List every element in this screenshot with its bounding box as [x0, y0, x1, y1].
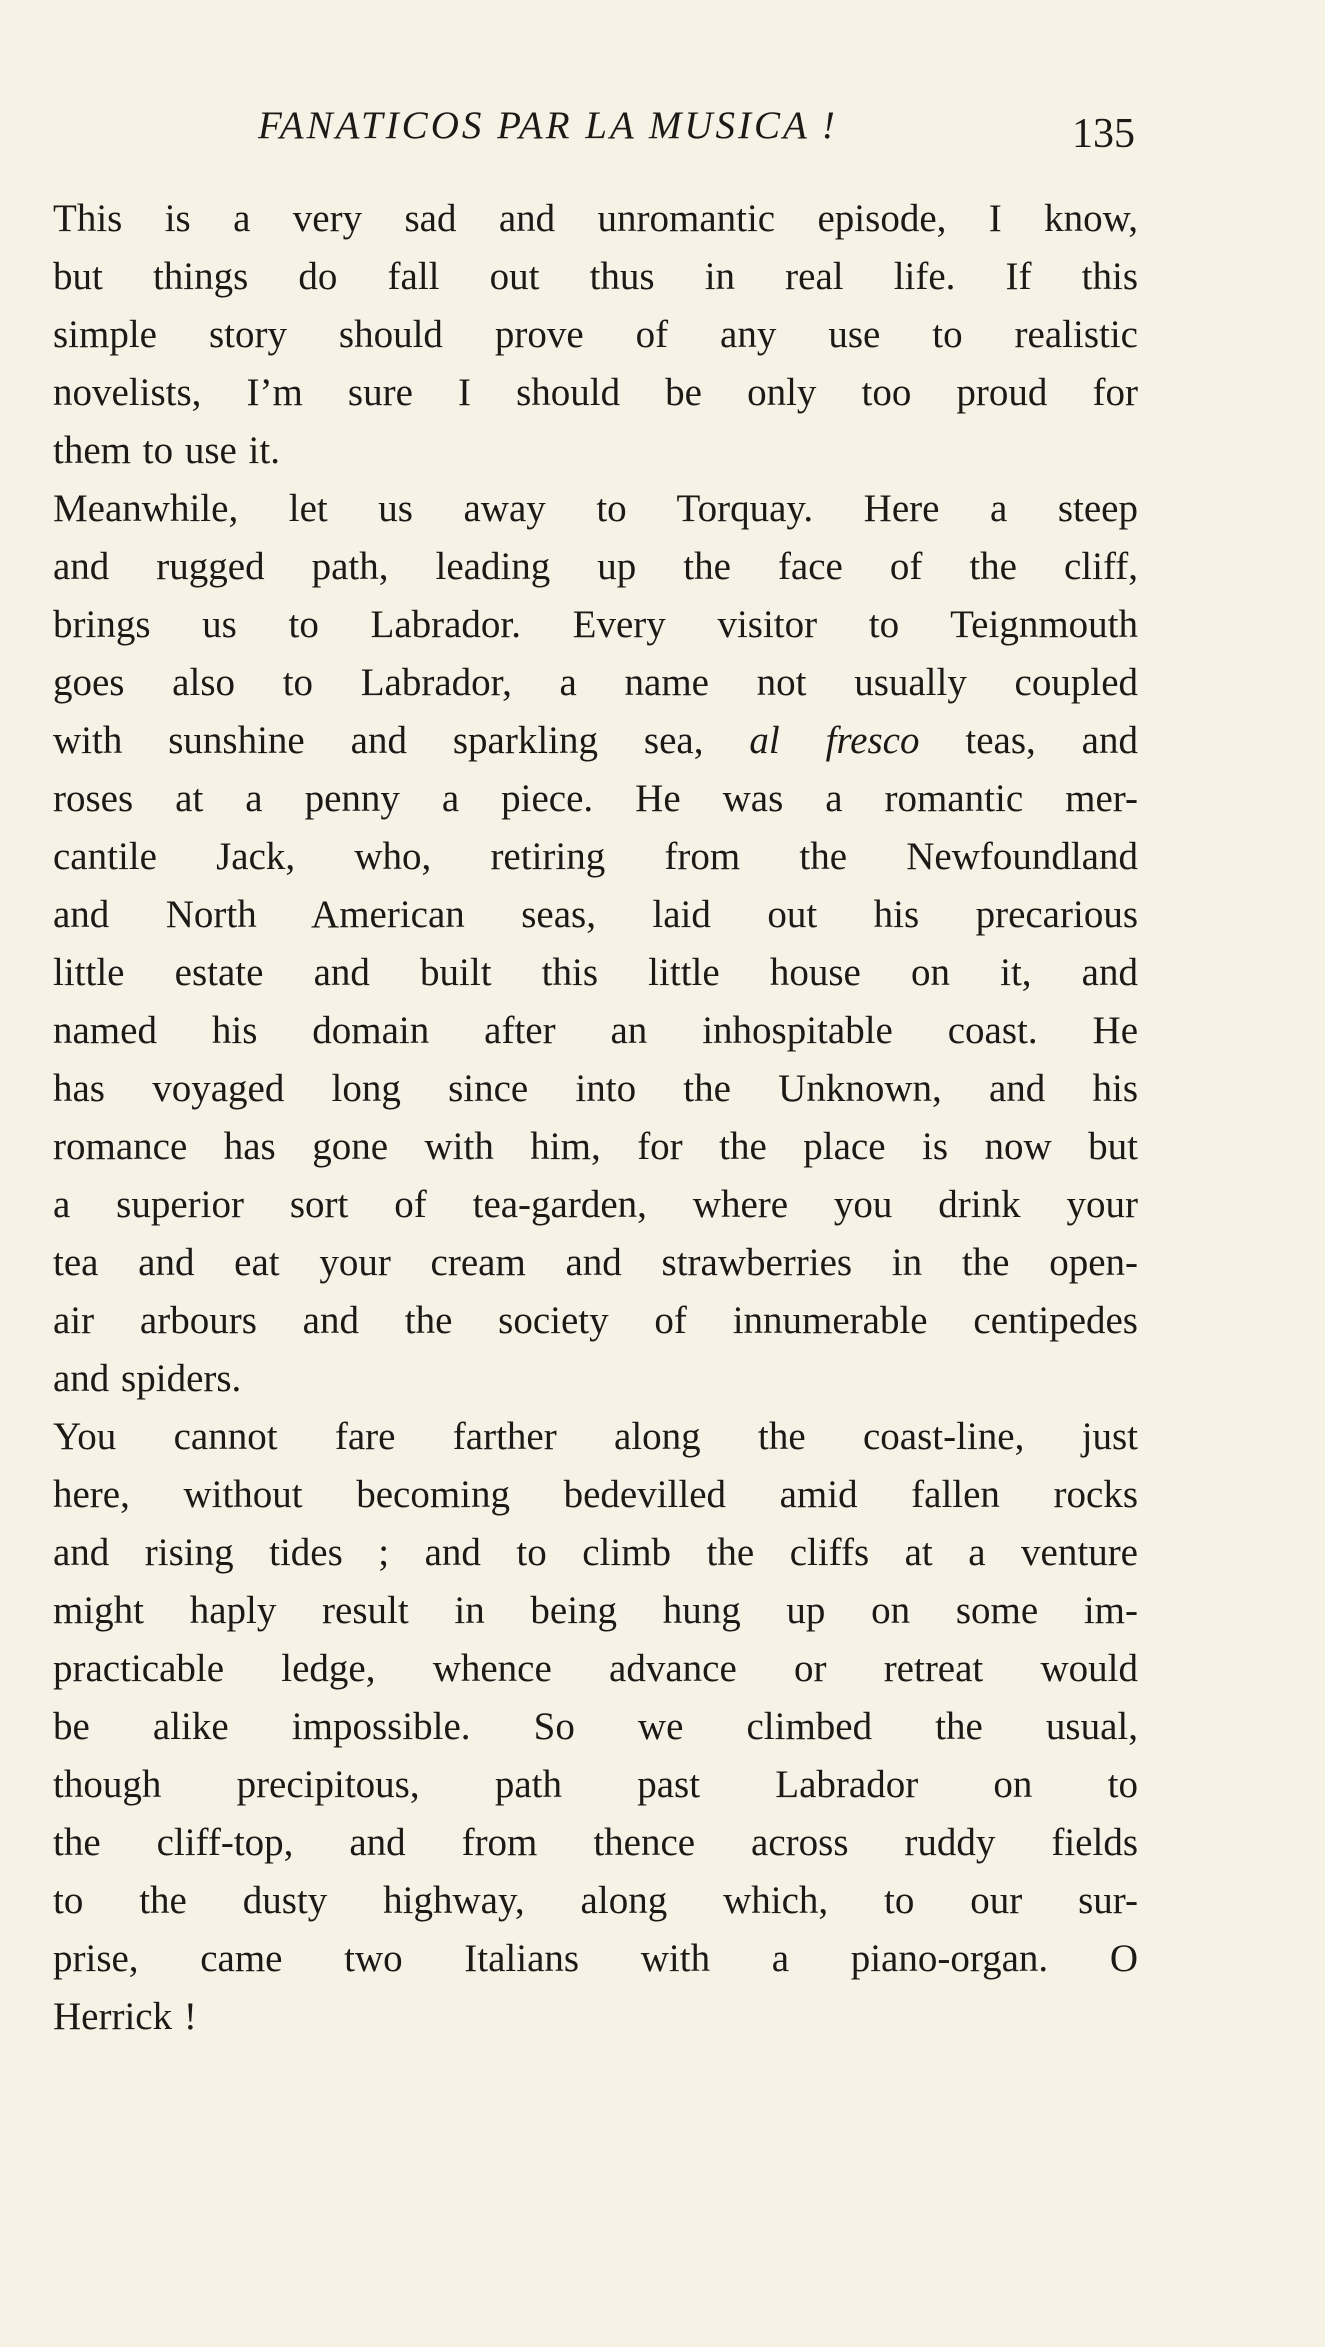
- paragraph-3: [53, 1408, 1138, 2046]
- text-segment: teas, and: [965, 719, 1138, 762]
- text-line: has voyaged long since into the Unknown, and his: [53, 1067, 1138, 1110]
- text-line: This is a very sad and unromantic episode, I know,: [53, 197, 1138, 240]
- text-line: a superior sort of tea-garden, where you drink your: [53, 1183, 1138, 1226]
- text-line: You cannot fare farther along the coast-line, just: [53, 1415, 1138, 1458]
- text-line: goes also to Labrador, a name not usually coupled: [53, 661, 1138, 704]
- text-line: tea and eat your cream and strawberries in the open-: [53, 1241, 1138, 1284]
- text-line: practicable ledge, whence advance or retreat would: [53, 1647, 1138, 1690]
- text-line: but things do fall out thus in real life. If this: [53, 255, 1138, 298]
- paragraph-1: [53, 190, 1138, 480]
- text-line: brings us to Labrador. Every visitor to Teignmouth: [53, 603, 1138, 646]
- text-line-with-italic: [53, 712, 1138, 770]
- text-line: Herrick !: [53, 1995, 197, 2038]
- text-line: prise, came two Italians with a piano-organ. O: [53, 1937, 1138, 1980]
- text-line: novelists, I’m sure I should be only too proud for: [53, 371, 1138, 414]
- running-head: [0, 96, 1325, 156]
- text-line: cantile Jack, who, retiring from the Newfoundland: [53, 835, 1138, 878]
- text-segment: with sunshine and sparkling sea,: [53, 719, 704, 762]
- text-line: might haply result in being hung up on some im-: [53, 1589, 1138, 1632]
- body-text: [53, 190, 1138, 2046]
- page-number: 135: [1072, 111, 1135, 157]
- text-line: and North American seas, laid out his precarious: [53, 893, 1138, 936]
- text-line: though precipitous, path past Labrador on to: [53, 1763, 1138, 1806]
- text-line: them to use it.: [53, 429, 280, 472]
- text-line: Meanwhile, let us away to Torquay. Here a steep: [53, 487, 1138, 530]
- text-line: and rising tides ; and to climb the cliffs at a venture: [53, 1531, 1138, 1574]
- text-line: here, without becoming bedevilled amid fallen rocks: [53, 1473, 1138, 1516]
- text-line: roses at a penny a piece. He was a romantic mer-: [53, 777, 1138, 820]
- text-line: be alike impossible. So we climbed the usual,: [53, 1705, 1138, 1748]
- text-line: little estate and built this little house on it, and: [53, 951, 1138, 994]
- text-line: romance has gone with him, for the place is now but: [53, 1125, 1138, 1168]
- text-line: named his domain after an inhospitable coast. He: [53, 1009, 1138, 1052]
- text-line: simple story should prove of any use to realistic: [53, 313, 1138, 356]
- text-line: the cliff-top, and from thence across ruddy fields: [53, 1821, 1138, 1864]
- text-line: and spiders.: [53, 1357, 242, 1400]
- paragraph-2: [53, 480, 1138, 1408]
- text-line: air arbours and the society of innumerable centipedes: [53, 1299, 1138, 1342]
- text-line: and rugged path, leading up the face of the cliff,: [53, 545, 1138, 588]
- running-title: FANATICOS PAR LA MUSICA !: [258, 104, 838, 147]
- text-line: to the dusty highway, along which, to our sur-: [53, 1879, 1138, 1922]
- italic-phrase: al fresco: [749, 719, 920, 762]
